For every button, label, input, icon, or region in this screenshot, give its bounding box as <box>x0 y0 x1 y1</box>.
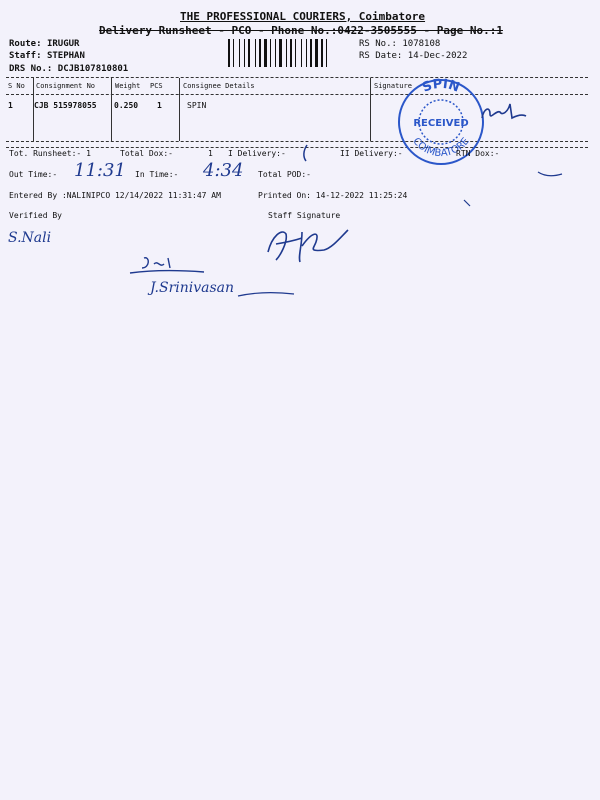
runsheet-line: Delivery Runsheet - PCO - Phone No.:0422-3505555 - Page No.:1 <box>99 24 503 37</box>
col-divider <box>179 78 180 141</box>
barcode-bar <box>283 39 285 67</box>
barcode-bar <box>231 39 232 67</box>
barcode-bar <box>306 39 307 67</box>
barcode-bar <box>228 39 230 67</box>
verifier-signature: S.Nali <box>8 230 52 246</box>
rs-number: RS No.: 1078108 <box>359 39 441 49</box>
table-row-pcs: 1 <box>157 101 162 110</box>
route-label: Route: IRUGUR <box>9 39 80 49</box>
margin-tick-mark <box>536 170 564 180</box>
second-signature-underline <box>236 290 296 298</box>
barcode-bar <box>328 39 330 67</box>
in-time-label: In Time:- <box>135 170 179 179</box>
total-dox-label: Total Dox:- <box>120 149 173 158</box>
out-time-value: 11:31 <box>74 160 126 181</box>
barcode-bar <box>319 39 320 67</box>
barcode-bar <box>301 39 302 67</box>
col-header-weight: Weight <box>115 82 141 90</box>
rtn-dox: RTN Dox:- <box>456 149 500 158</box>
totals-rule <box>6 147 588 148</box>
table-row-sno: 1 <box>8 101 13 110</box>
company-title: THE PROFESSIONAL COURIERS, Coimbatore <box>180 10 426 23</box>
stamp-center-text: RECEIVED <box>413 118 469 129</box>
barcode-bar <box>313 39 314 67</box>
barcode-bar <box>321 39 323 67</box>
out-time-label: Out Time:- <box>9 170 58 179</box>
barcode-bar <box>259 39 261 67</box>
barcode-bar <box>308 39 309 67</box>
first-delivery: I Delivery:- <box>228 149 286 158</box>
barcode-bar <box>324 39 325 67</box>
barcode-bar <box>288 39 289 67</box>
barcode-bar <box>310 39 312 67</box>
barcode-bar <box>277 39 278 67</box>
barcode-bar <box>303 39 305 67</box>
verified-by: Verified By <box>9 211 62 220</box>
barcode-bar <box>244 39 245 67</box>
barcode-bar <box>297 39 300 67</box>
rs-date: RS Date: 14-Dec-2022 <box>359 51 468 61</box>
initials-scribble <box>128 254 208 276</box>
staff-value: STEPHAN <box>46 51 85 61</box>
barcode-bar <box>262 39 263 67</box>
barcode-bar <box>233 39 234 67</box>
col-header-sno: S No <box>8 82 25 90</box>
col-header-pcs: PCS <box>150 82 163 90</box>
barcode-bar <box>272 39 274 67</box>
drs-number: DRS No.: DCJB107810801 <box>9 64 129 74</box>
barcode-bar <box>248 39 250 67</box>
printed-on: Printed On: 14-12-2022 11:25:24 <box>258 191 408 200</box>
col-divider <box>370 78 371 141</box>
stamp-top-text: SPIN <box>420 76 462 96</box>
barcode-bar <box>275 39 276 67</box>
col-divider <box>111 78 112 141</box>
barcode-bar <box>239 39 240 67</box>
staff-signature-label: Staff Signature <box>268 211 341 220</box>
barcode-bar <box>326 39 327 67</box>
col-header-signature: Signature <box>374 82 412 90</box>
table-row-consignee: SPIN <box>187 101 207 110</box>
second-delivery: II Delivery:- <box>340 149 403 158</box>
barcode-bar <box>241 39 243 67</box>
barcode-bar <box>286 39 287 67</box>
route-value: IRUGUR <box>46 39 80 49</box>
barcode-bar <box>246 39 247 67</box>
barcode-bar <box>255 39 256 67</box>
entered-by: Entered By :NALINIPCO 12/14/2022 11:31:47 AM <box>9 191 221 200</box>
stamp-bottom-text: COIMBATORE <box>410 135 472 160</box>
barcode <box>228 39 354 67</box>
barcode-bar <box>264 39 267 67</box>
table-top-rule <box>6 77 588 78</box>
staff-label: Staff: STEPHAN <box>9 51 85 61</box>
barcode-bar <box>270 39 271 67</box>
margin-tick-mark <box>462 198 472 208</box>
table-bottom-rule <box>6 141 588 142</box>
first-delivery-mark <box>300 143 310 163</box>
barcode-bar <box>290 39 292 67</box>
barcode-bar <box>251 39 254 67</box>
col-header-consignment: Consignment No <box>36 82 96 90</box>
barcode-bar <box>293 39 294 67</box>
staff-signature-scribble <box>262 222 352 266</box>
barcode-bar <box>235 39 238 67</box>
barcode-bar <box>268 39 269 67</box>
col-header-consignee: Consignee Details <box>183 82 255 90</box>
signature-scribble <box>478 98 528 126</box>
total-runsheet: Tot. Runsheet:- 1 <box>9 149 91 158</box>
barcode-bar <box>295 39 296 67</box>
table-header-rule <box>6 94 588 95</box>
barcode-bar <box>315 39 318 67</box>
total-dox-value: 1 <box>208 149 213 158</box>
barcode-bar <box>279 39 282 67</box>
in-time-value: 4:34 <box>203 160 244 181</box>
barcode-bar <box>257 39 258 67</box>
second-signature: J.Srinivasan <box>150 280 235 296</box>
table-row-weight: 0.250 <box>114 101 139 110</box>
table-row-consignment: CJB 515978055 <box>34 101 97 110</box>
total-pod: Total POD:- <box>258 170 311 179</box>
